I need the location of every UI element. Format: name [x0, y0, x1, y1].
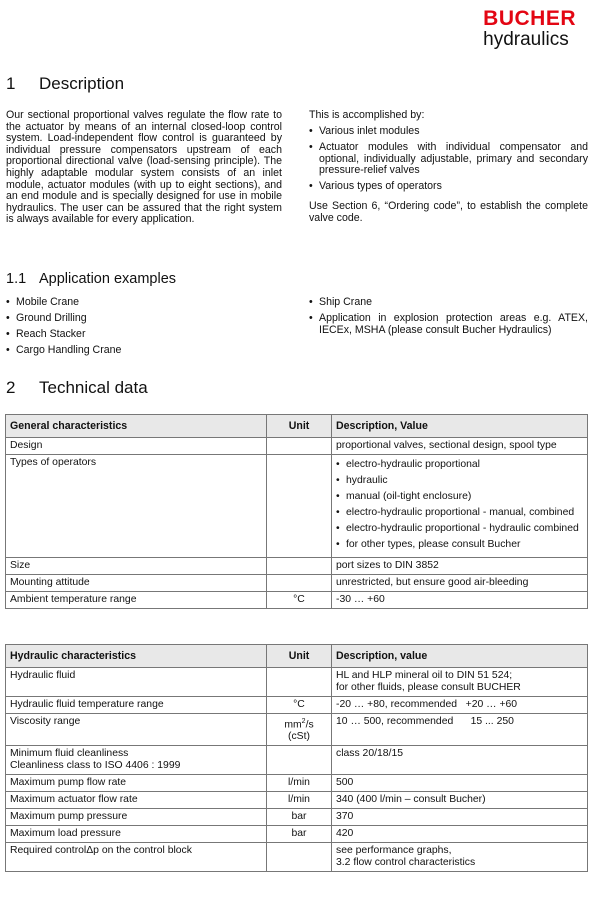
- list-item: • electro-hydraulic proportional - hydraulic combined: [336, 523, 583, 535]
- section-2-number: 2: [6, 378, 16, 397]
- table-cell: [267, 714, 332, 746]
- table-row: [6, 826, 588, 843]
- operator-types-list: [336, 459, 583, 551]
- table-cell: -20 … +80, recommended +20 … +60: [332, 697, 588, 714]
- table-cell: Maximum pump pressure: [6, 809, 267, 826]
- table-row: [6, 668, 588, 697]
- table-cell: unrestricted, but ensure good air-bleeding: [332, 575, 588, 592]
- table-cell: -30 … +60: [332, 592, 588, 609]
- table-row: [6, 575, 588, 592]
- table-cell: l/min: [267, 775, 332, 792]
- table-cell: proportional valves, sectional design, spool type: [332, 438, 588, 455]
- table-cell: bar: [267, 809, 332, 826]
- description-left: Our sectional proportional valves regulate the flow rate to the actuator by means of an internal closed-loop control system. Load-independent flow control is guaranteed by individual pressure compensators upstream of each proportional directional valve (load-sensing principle). The highly adaptable modular system consists of an inlet module, actuator modules (with up to eight sections), and an end module and is specially designed for use in mobile hydraulics. The user can be assured that the right system is always available for every application.: [6, 109, 282, 226]
- table-cell: Ambient temperature range: [6, 592, 267, 609]
- table-cell: Maximum pump flow rate: [6, 775, 267, 792]
- table-cell: [267, 575, 332, 592]
- list-item: • Mobile Crane: [6, 297, 276, 309]
- logo-line2: hydraulics: [483, 29, 569, 50]
- table-row: [6, 746, 588, 775]
- table-cell: bar: [267, 826, 332, 843]
- description-right-list: [309, 126, 588, 197]
- table-cell: [267, 455, 332, 558]
- section-1-heading: [6, 74, 124, 94]
- cell-line: 3.2 flow control characteristics: [336, 857, 476, 869]
- table-header-row: [6, 415, 588, 438]
- table-cell: port sizes to DIN 3852: [332, 558, 588, 575]
- table-cell: 420: [332, 826, 588, 843]
- unit-superscript: 2: [301, 718, 306, 725]
- list-item: • Reach Stacker: [6, 329, 276, 341]
- table-cell: [267, 668, 332, 697]
- bucher-logo: [483, 8, 576, 49]
- table-cell: [332, 668, 588, 697]
- table-cell: [267, 746, 332, 775]
- list-item: • electro-hydraulic proportional: [336, 459, 583, 471]
- table-cell: Required controlΔp on the control block: [6, 843, 267, 872]
- cell-line: HL and HLP mineral oil to DIN 51 524;: [336, 670, 513, 681]
- unit-tail: /s: [305, 719, 314, 731]
- table-cell: [332, 455, 588, 558]
- list-item: • Ground Drilling: [6, 313, 276, 325]
- table-cell: [332, 843, 588, 872]
- table-cell: class 20/18/15: [332, 746, 588, 775]
- table-cell: [267, 843, 332, 872]
- list-item: • Cargo Handling Crane: [6, 345, 276, 357]
- section-2-heading: [6, 378, 148, 398]
- list-item: • hydraulic: [336, 475, 583, 487]
- table-row: [6, 792, 588, 809]
- table-cell: Maximum actuator flow rate: [6, 792, 267, 809]
- list-item: • Application in explosion protection areas e.g. ATEX, IECEx, MSHA (please consult Bucher Hydraulics): [309, 313, 588, 336]
- table-header: General characteristics: [6, 415, 267, 438]
- list-item: • for other types, please consult Bucher: [336, 539, 583, 551]
- list-item: • manual (oil-tight enclosure): [336, 491, 583, 503]
- section-1-number: 1: [6, 74, 16, 93]
- viscosity-unit-alt: (cSt): [288, 731, 310, 743]
- hydraulic-characteristics-table: [5, 644, 588, 872]
- viscosity-unit: [271, 716, 327, 731]
- list-item: • Various types of operators: [309, 181, 588, 193]
- list-item: • Ship Crane: [309, 297, 588, 309]
- table-cell: Size: [6, 558, 267, 575]
- table-row: [6, 455, 588, 558]
- section-2-title: Technical data: [39, 378, 148, 397]
- table-cell: 500: [332, 775, 588, 792]
- table-cell: 10 … 500, recommended 15 ... 250: [332, 714, 588, 746]
- table-header: Unit: [267, 645, 332, 668]
- list-item: • Various inlet modules: [309, 126, 588, 138]
- table-cell: °C: [267, 697, 332, 714]
- table-row: [6, 438, 588, 455]
- cell-line: see performance graphs,: [336, 845, 452, 857]
- table-cell: [267, 558, 332, 575]
- description-right-outro: Use Section 6, “Ordering code”, to establish the complete valve code.: [309, 200, 588, 224]
- table-cell: Types of operators: [6, 455, 267, 558]
- table-cell: [267, 438, 332, 455]
- table-header: Description, Value: [332, 415, 588, 438]
- table-cell: l/min: [267, 792, 332, 809]
- table-row: [6, 714, 588, 746]
- table-header-row: [6, 645, 588, 668]
- list-item: • Actuator modules with individual compensator and optional, individually adjustable, primary and secondary pressure-relief valves: [309, 142, 588, 177]
- table-cell: Hydraulic fluid temperature range: [6, 697, 267, 714]
- table-row: [6, 592, 588, 609]
- table-row: [6, 775, 588, 792]
- section-1-1-number: 1.1: [6, 271, 27, 287]
- description-right-intro: This is accomplished by:: [309, 109, 425, 121]
- table-header: Unit: [267, 415, 332, 438]
- applications-right-list: [309, 297, 588, 341]
- cell-line: for other fluids, please consult BUCHER: [336, 682, 521, 693]
- table-cell: Mounting attitude: [6, 575, 267, 592]
- table-cell: 340 (400 l/min – consult Bucher): [332, 792, 588, 809]
- table-cell: [6, 746, 267, 775]
- table-header: Description, value: [332, 645, 588, 668]
- table-cell: Viscosity range: [6, 714, 267, 746]
- logo-line1: BUCHER: [483, 7, 576, 30]
- section-1-1-heading: [6, 271, 176, 287]
- cell-line: Cleanliness class to ISO 4406 : 1999: [10, 760, 181, 772]
- section-1-1-title: Application examples: [39, 271, 177, 287]
- table-cell: Design: [6, 438, 267, 455]
- table-cell: °C: [267, 592, 332, 609]
- general-characteristics-table: [5, 414, 588, 609]
- table-row: [6, 809, 588, 826]
- table-cell: Maximum load pressure: [6, 826, 267, 843]
- table-cell: 370: [332, 809, 588, 826]
- table-row: [6, 558, 588, 575]
- table-row: [6, 843, 588, 872]
- table-row: [6, 697, 588, 714]
- table-cell: Hydraulic fluid: [6, 668, 267, 697]
- cell-line: Minimum fluid cleanliness: [10, 748, 129, 760]
- section-1-title: Description: [39, 74, 125, 93]
- unit-base: mm: [284, 719, 302, 731]
- applications-left-list: [6, 297, 276, 361]
- list-item: • electro-hydraulic proportional - manual, combined: [336, 507, 583, 519]
- table-header: Hydraulic characteristics: [6, 645, 267, 668]
